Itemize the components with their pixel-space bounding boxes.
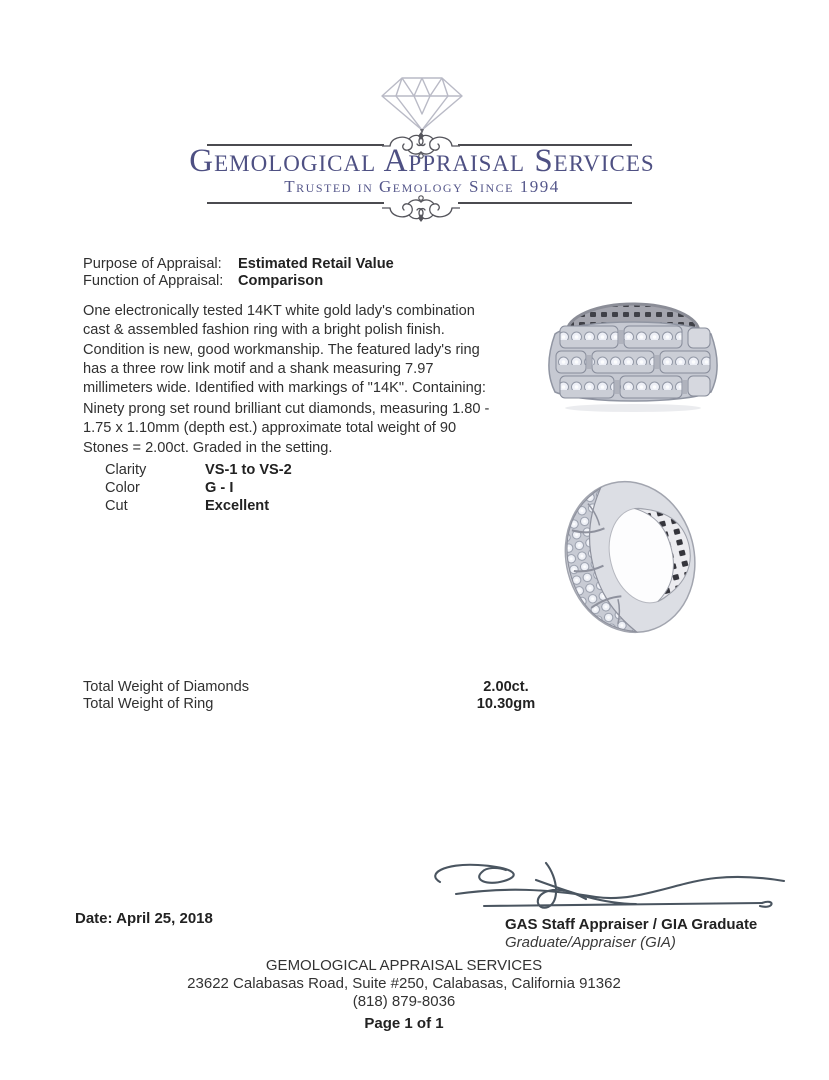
signature-image xyxy=(424,858,796,918)
signer-subtitle: Graduate/Appraiser (GIA) xyxy=(505,934,676,951)
diamond-weight-label: Total Weight of Diamonds xyxy=(83,679,250,695)
logo-tagline: Trusted in Gemology Since 1994 xyxy=(284,177,560,196)
diamond-weight-value: 2.00ct. xyxy=(483,679,529,695)
header-rule2-right xyxy=(458,202,632,204)
purpose-value: Estimated Retail Value xyxy=(238,256,394,272)
description-paragraph-2: Ninety prong set round brilliant cut diamonds, measuring 1.80 - 1.75 x 1.10mm (depth est.) approximate total weight of 90 Stones = 2.00ct. Graded in the setting. xyxy=(83,401,490,456)
logo-title: Gemological Appraisal Services xyxy=(189,143,655,179)
color-value: G - I xyxy=(205,480,234,496)
header-rule2-left xyxy=(207,202,384,204)
description-paragraph-1: One electronically tested 14KT white gold lady's combination cast & assembled fashion ring with a bright polish finish. Condition is new, good workmanship. The featured lady's ring has a three row link motif and a shank measuring 7.97 millimeters wide. Identified with markings of "14K". Containing: xyxy=(83,303,486,397)
diamond-logo-icon xyxy=(374,70,470,134)
ring-photo-side-view xyxy=(544,290,722,414)
footer-address: 23622 Calabasas Road, Suite #250, Calabasas, California 91362 xyxy=(187,975,621,992)
footer-company: GEMOLOGICAL APPRAISAL SERVICES xyxy=(265,957,543,974)
footer-phone: (818) 879-8036 xyxy=(352,993,456,1010)
ring-photo-angled-view xyxy=(556,472,712,640)
function-value: Comparison xyxy=(238,273,324,289)
ring-weight-label: Total Weight of Ring xyxy=(83,696,214,712)
clarity-value: VS-1 to VS-2 xyxy=(205,462,292,478)
ring-weight-value: 10.30gm xyxy=(476,696,536,712)
date-line: Date: April 25, 2018 xyxy=(75,910,213,927)
purpose-label: Purpose of Appraisal: xyxy=(83,256,222,272)
flourish-bottom-icon xyxy=(382,192,460,224)
signer-title: GAS Staff Appraiser / GIA Graduate xyxy=(505,916,758,933)
cut-value: Excellent xyxy=(205,498,270,514)
color-label: Color xyxy=(105,480,140,496)
cut-label: Cut xyxy=(105,498,128,514)
function-label: Function of Appraisal: xyxy=(83,273,224,289)
clarity-label: Clarity xyxy=(105,462,147,478)
footer-page-indicator: Page 1 of 1 xyxy=(364,1015,444,1032)
